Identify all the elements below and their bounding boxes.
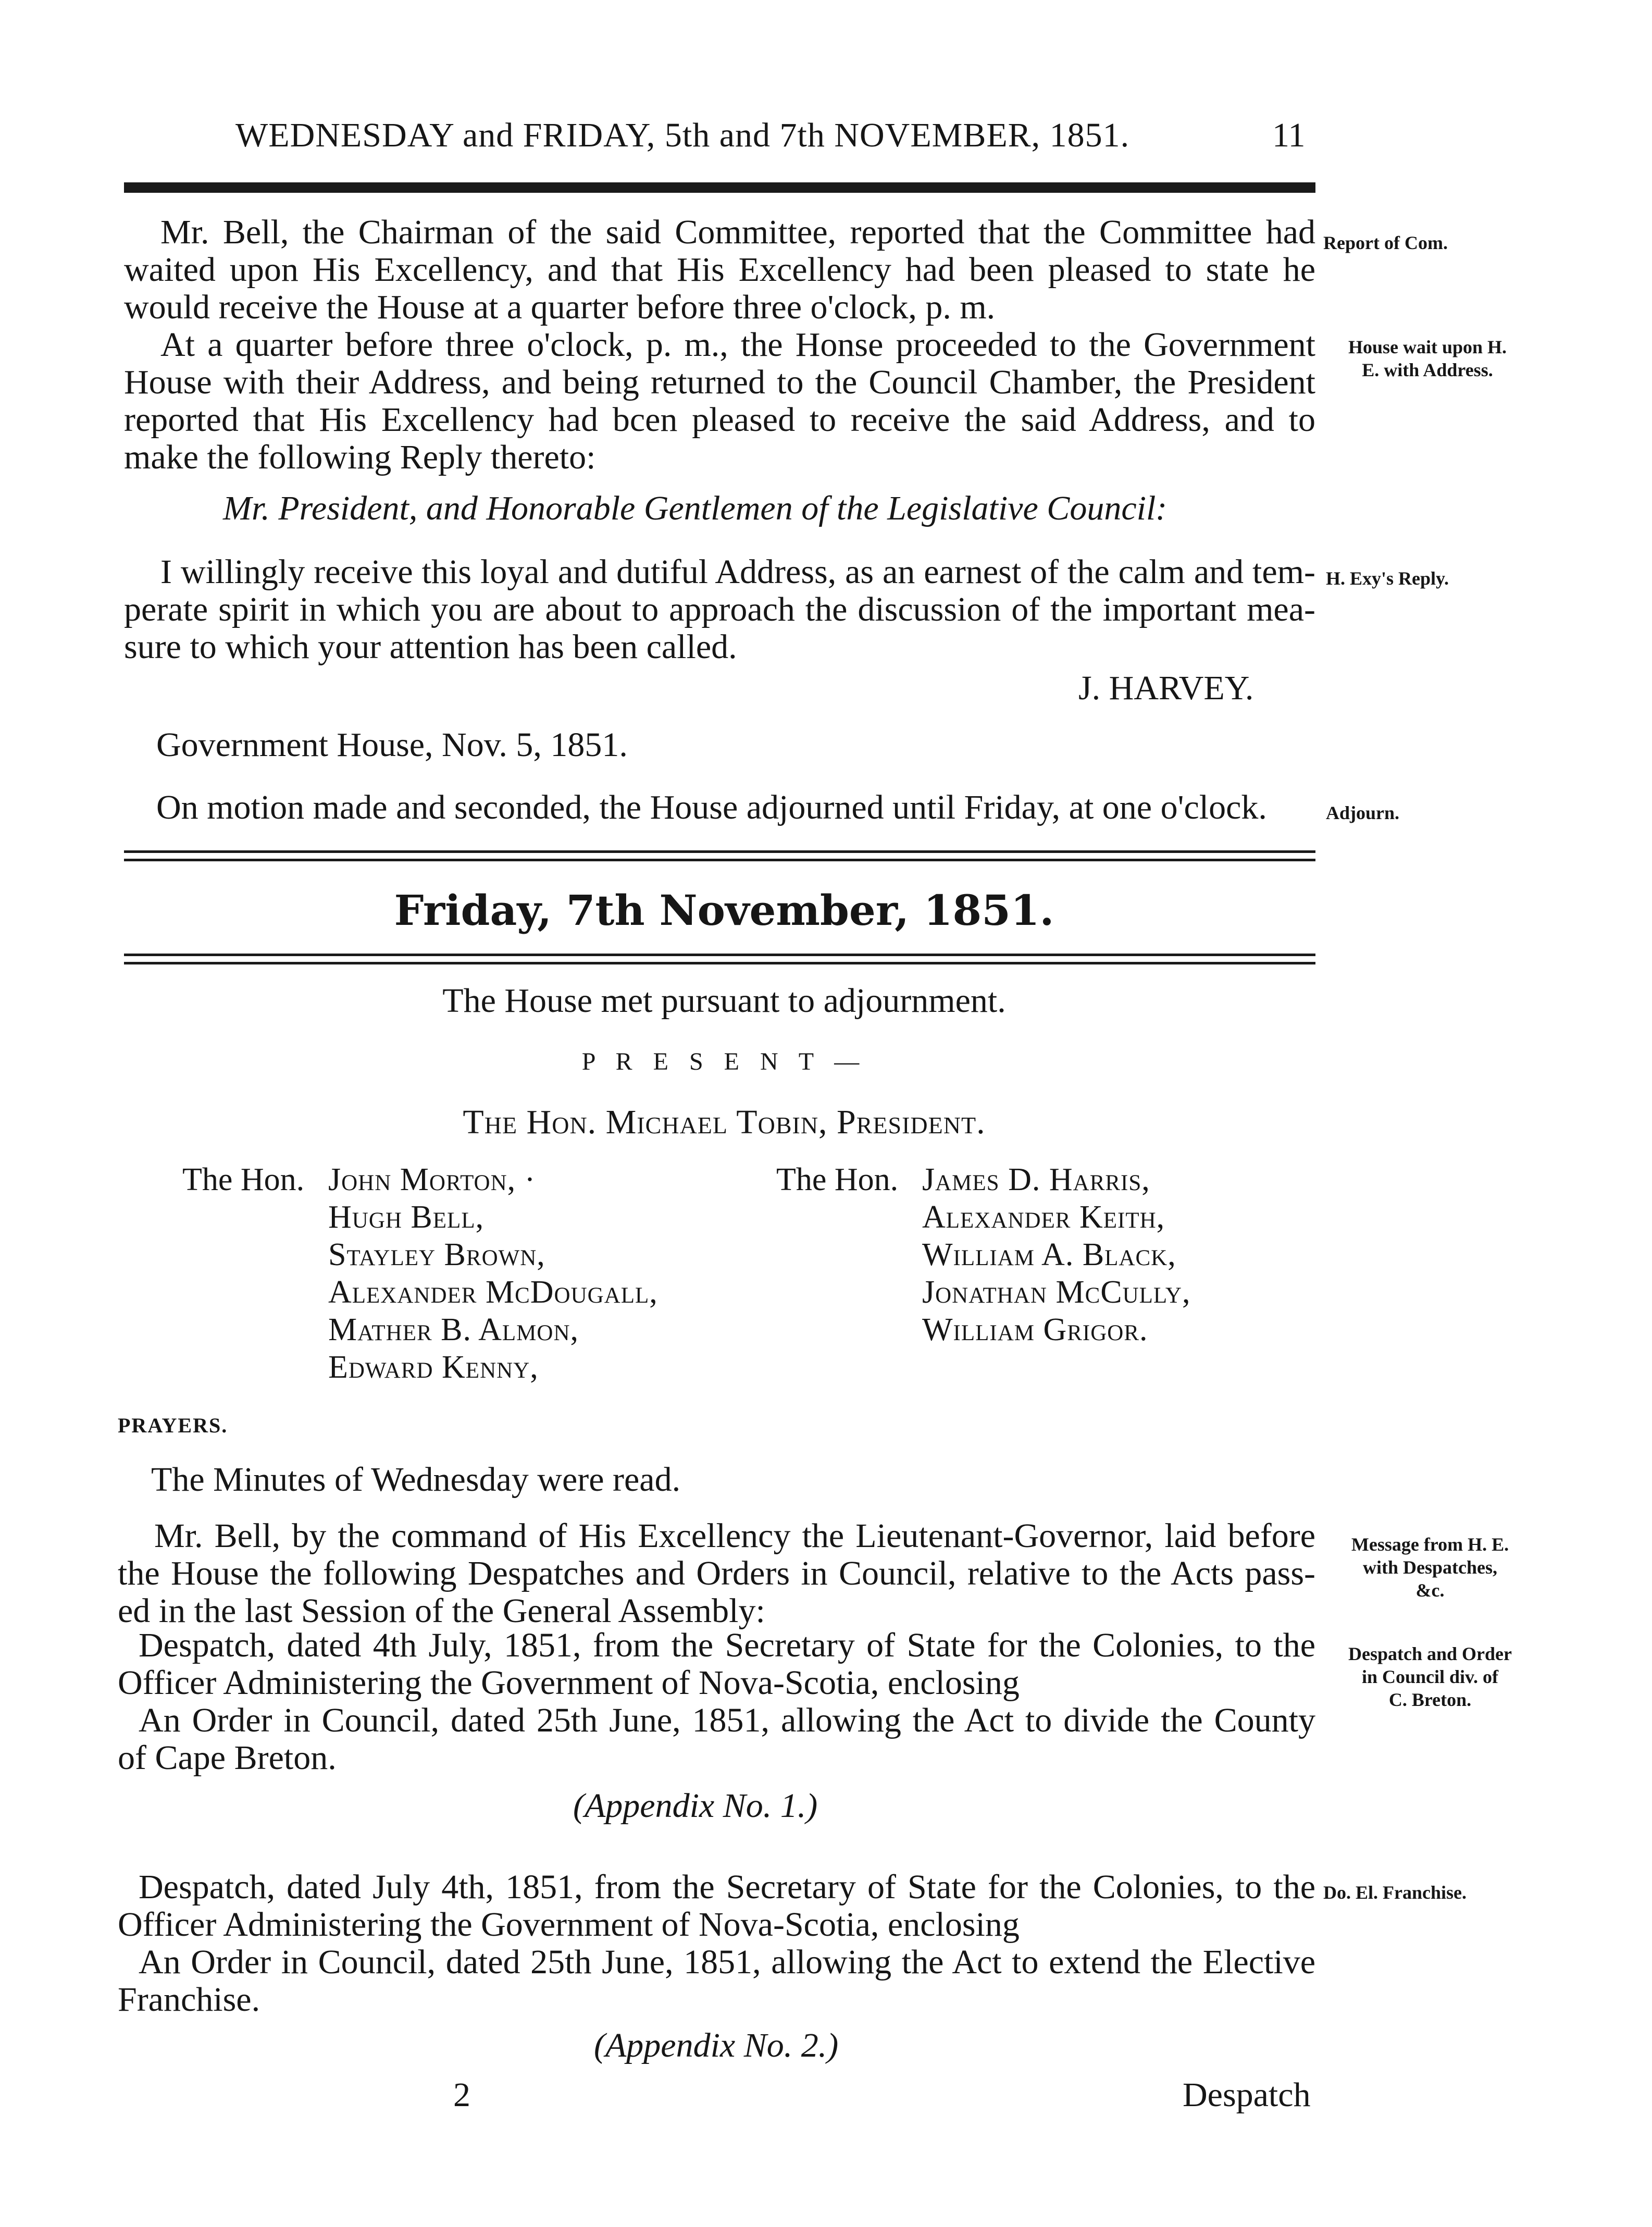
margin-note-line: Message from H. E. [1351, 1534, 1509, 1555]
margin-note-line: with Despatches, [1363, 1557, 1497, 1578]
minutes-read: The Minutes of Wednesday were read. [151, 1461, 681, 1499]
signature-harvey: J. HARVEY. [1078, 669, 1254, 707]
text-line: perate spirit in which you are about to approach the discussion of the important mea- [124, 590, 1315, 628]
member-name: Alexander McDougall, [328, 1275, 658, 1310]
text-line: House with their Address, and being returned to the Council Chamber, the President [124, 363, 1315, 401]
catchword: Despatch [1183, 2076, 1311, 2114]
member-name: Edward Kenny, [328, 1350, 539, 1385]
text-line: make the following Reply thereto: [124, 438, 596, 476]
president-line: The Hon. Michael Tobin, President. [463, 1103, 986, 1141]
margin-note-line: House wait upon H. [1348, 337, 1507, 357]
text-line: ed in the last Session of the General Assembly: [118, 1592, 765, 1630]
text-line: Despatch, dated 4th July, 1851, from the Secretary of State for the Colonies, to the [139, 1626, 1315, 1664]
prayers-label: PRAYERS. [118, 1414, 228, 1437]
text-line: sure to which your attention has been called. [124, 628, 737, 666]
text-line: the House the following Despatches and Orders in Council, relative to the Acts pass- [118, 1554, 1315, 1592]
reply-salutation: Mr. President, and Honorable Gentlemen of the Legislative Council: [223, 489, 1167, 527]
member-name: William A. Black, [922, 1237, 1176, 1272]
header-rule [124, 182, 1315, 193]
members-right [922, 1161, 1190, 1348]
section-rule [124, 962, 1315, 964]
text-line: Despatch, dated July 4th, 1851, from the Secretary of State for the Colonies, to the [139, 1868, 1315, 1906]
text-line: I willingly receive this loyal and dutiful Address, as an earnest of the calm and tem- [160, 553, 1315, 591]
member-name: James D. Harris, [922, 1162, 1150, 1197]
margin-note-line: &c. [1415, 1580, 1445, 1601]
dateline: Government House, Nov. 5, 1851. [156, 726, 628, 764]
margin-note-adjourn: Adjourn. [1326, 802, 1400, 823]
house-met: The House met pursuant to adjournment. [442, 982, 1006, 1020]
text-line: Officer Administering the Government of Nova-Scotia, enclosing [118, 1906, 1020, 1944]
paragraph-house-wait [124, 326, 1315, 476]
page-number: 11 [1272, 116, 1306, 154]
section-rule [124, 859, 1315, 861]
member-name: Jonathan McCully, [922, 1275, 1191, 1310]
text-line: Mr. Bell, by the command of His Excellency the Lieutenant-Governor, laid before [154, 1517, 1315, 1555]
text-line: of Cape Breton. [118, 1739, 337, 1777]
signature-mark: 2 [453, 2076, 470, 2114]
appendix-reference: (Appendix No. 1.) [573, 1787, 818, 1825]
margin-note-despatch [1318, 1642, 1542, 1711]
text-line: An Order in Council, dated 25th June, 1851, allowing the Act to extend the Elective [139, 1943, 1315, 1981]
text-line: Franchise. [118, 1981, 260, 2019]
member-name: John Morton, · [328, 1162, 536, 1197]
paragraph-message [118, 1517, 1315, 1630]
text-line: waited upon His Excellency, and that His Excellency had been pleased to state he [124, 251, 1315, 289]
text-line: would receive the House at a quarter before three o'clock, p. m. [124, 288, 996, 326]
paragraph-committee-report [124, 214, 1315, 326]
day-heading: Friday, 7th November, 1851. [394, 886, 1054, 935]
margin-note-franchise: Do. El. Franchise. [1323, 1882, 1467, 1903]
text-line: Mr. Bell, the Chairman of the said Committee, reported that the Committee had [160, 213, 1315, 251]
member-name: Mather B. Almon, [328, 1312, 579, 1347]
text-line: reported that His Excellency had bcen pleased to receive the said Address, and to [124, 401, 1315, 439]
margin-note-line: Despatch and Order [1348, 1643, 1512, 1664]
section-rule [124, 850, 1315, 853]
member-name: Hugh Bell, [328, 1199, 485, 1235]
member-name: Stayley Brown, [328, 1237, 545, 1272]
margin-note-line: C. Breton. [1388, 1689, 1472, 1710]
appendix-reference: (Appendix No. 2.) [594, 2026, 839, 2064]
present-label: P R E S E N T — [581, 1048, 867, 1075]
text-line: At a quarter before three o'clock, p. m., the Honse proceeded to the Government [160, 326, 1315, 364]
text-line: Officer Administering the Government of Nova-Scotia, enclosing [118, 1664, 1020, 1702]
margin-note-reply: H. Exy's Reply. [1326, 568, 1449, 589]
right-column-prefix: The Hon. [776, 1162, 899, 1197]
section-rule [124, 954, 1315, 956]
paragraph-adjourn: On motion made and seconded, the House adjourned until Friday, at one o'clock. [156, 788, 1267, 826]
margin-note-line: in Council div. of [1361, 1666, 1499, 1687]
member-name: Alexander Keith, [922, 1199, 1165, 1235]
members-left [328, 1161, 658, 1386]
page-header-title: WEDNESDAY and FRIDAY, 5th and 7th NOVEMBER, 1851. [235, 116, 1130, 154]
left-column-prefix: The Hon. [182, 1162, 305, 1197]
margin-note-line: E. with Address. [1362, 360, 1493, 380]
member-name: William Grigor. [922, 1312, 1148, 1347]
margin-note-report: Report of Com. [1323, 232, 1448, 253]
paragraph-reply [124, 553, 1315, 666]
paragraph-despatch-franchise [118, 1869, 1315, 2019]
margin-note-house-wait [1318, 336, 1537, 381]
margin-note-message [1318, 1533, 1542, 1602]
text-line: An Order in Council, dated 25th June, 1851, allowing the Act to divide the County [139, 1701, 1315, 1739]
paragraph-despatch-cape-breton [118, 1627, 1315, 1777]
